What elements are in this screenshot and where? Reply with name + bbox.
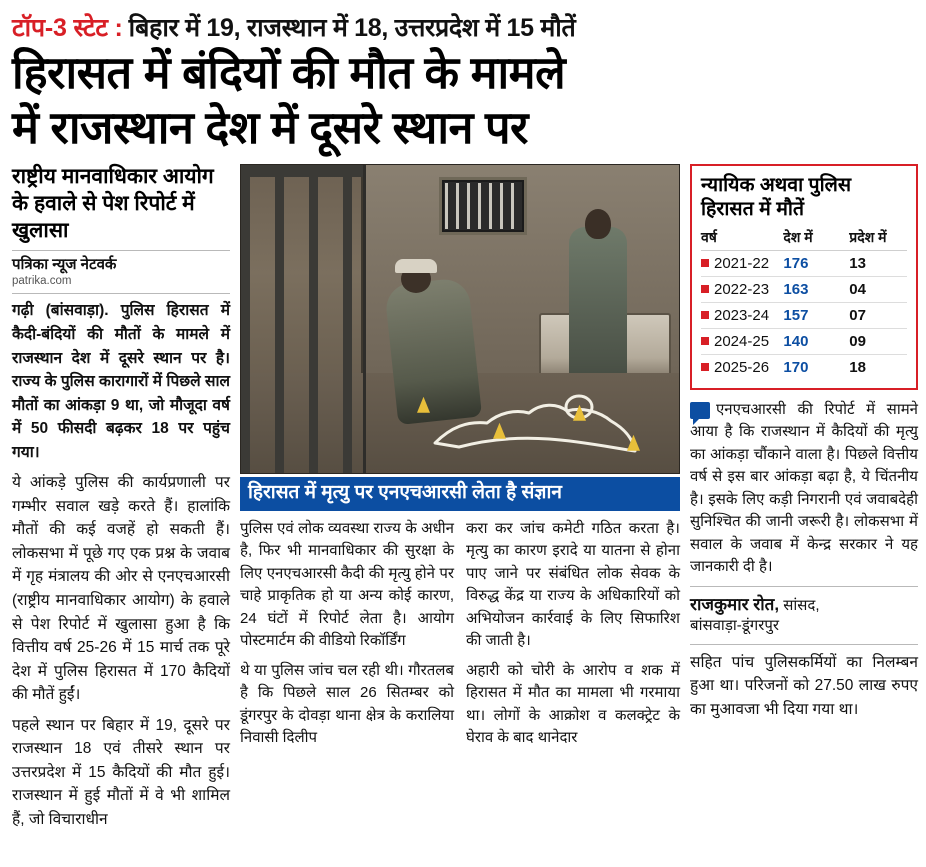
- headline-line-2: में राजस्थान देश में दूसरे स्थान पर: [12, 101, 528, 153]
- cell-state: 13: [849, 250, 907, 276]
- paragraph: पुलिस एवं लोक व्यवस्था राज्य के अधीन है, फिर भी मानवाधिकार की सुरक्षा के लिए एनएचआरसी कैदी की मृत्यु होने पर चाहे प्राकृतिक हो या अन्य कोई कारण, 24 घंटों में रिपोर्ट लेता है। आयोग पोस्टमार्टम की वीडियो रिकॉर्डिंग: [240, 519, 454, 650]
- article-subhead: राष्ट्रीय मानवाधिकार आयोग के हवाले से पेश रिपोर्ट में खुलासा: [12, 164, 214, 242]
- cell-state: 09: [849, 328, 907, 354]
- attrib-name: राजकुमार रोत,: [690, 594, 780, 614]
- middle-column-2: [466, 518, 680, 757]
- bullet-icon: [701, 311, 709, 319]
- kicker-label: टॉप-3 स्टेट :: [12, 14, 123, 42]
- table-row: [701, 250, 907, 276]
- column-header-country: देश में: [783, 226, 849, 251]
- bullet-icon: [701, 285, 709, 293]
- cell-country: 176: [783, 250, 849, 276]
- cell-country: 140: [783, 328, 849, 354]
- divider: [690, 644, 918, 645]
- kicker-line: [12, 10, 914, 44]
- middle-text-columns: [240, 518, 680, 757]
- photo-window: [439, 177, 527, 235]
- stats-box: [690, 164, 918, 390]
- paragraph: अहारी को चोरी के आरोप व शक में हिरासत में मौत का मामला भी गरमाया था। लोगों के आक्रोश व कलक्ट्रेट के घेराव के बाद थानेदार: [466, 661, 680, 747]
- table-row: [701, 276, 907, 302]
- cell-state: 18: [849, 358, 866, 376]
- paragraph: पहले स्थान पर बिहार में 19, दूसरे पर राजस्थान 18 एवं तीसरे स्थान पर उत्तरप्रदेश में 15 कैदियों की मौत हुई। राजस्थान में हुई मौतों में वे भी शामिल हैं, जो विचाराधीन: [12, 716, 230, 828]
- cell-state: 04: [849, 276, 907, 302]
- stats-box-title: न्यायिक अथवा पुलिस हिरासत में मौतें: [701, 173, 852, 221]
- photo-caption: हिरासत में मृत्यु पर एनएचआरसी लेता है संज्ञान: [240, 477, 680, 511]
- headline-line-1: हिरासत में बंदियों की मौत के मामले: [12, 47, 566, 98]
- quote-bubble-icon: [690, 402, 710, 419]
- bullet-icon: [701, 337, 709, 345]
- middle-column-1: [240, 518, 454, 757]
- page-headline: [12, 46, 914, 156]
- divider: [12, 250, 230, 251]
- attrib-place: बांसवाड़ा-डूंगरपुर: [690, 617, 779, 635]
- photo-body-outline: [429, 381, 639, 455]
- column-header-state: प्रदेश में: [849, 226, 907, 251]
- column-left: [12, 164, 230, 839]
- byline-site: patrika.com: [12, 275, 72, 288]
- table-row: [701, 354, 907, 380]
- news-photo: [240, 164, 680, 474]
- cell-country: 163: [783, 276, 849, 302]
- paragraph: करा कर जांच कमेटी गठित करता है। मृत्यु का कारण इरादे या यातना से होना पाए जाने पर संबंधित लोक सेवक के विरुद्ध केंद्र या राज्य के अधिकारियों को अभियोजन कार्रवाई के लिए सिफारिश की जाती है।: [466, 519, 680, 650]
- divider: [12, 293, 230, 294]
- quote-attribution: [690, 594, 918, 637]
- paragraph: ये आंकड़े पुलिस की कार्यप्रणाली पर गम्भीर सवाल खड़े करते हैं। हालांकि मौतों की कई वजहें हो सकती हैं। लोकसभा में पूछे गए एक प्रश्न के जवाब में गृह मंत्रालय की ओर से एनएचआरसी (राष्ट्रीय मानवाधिकार आयोग) के हवाले से पेश रिपोर्ट में खुलासा हुआ है कि वित्तीय वर्ष 25-26 में 15 मार्च तक पूरे देश में पुलिस हिरासत में 170 कैदियों की मौतें हुईं।: [12, 474, 230, 704]
- custody-deaths-table: [701, 226, 907, 380]
- column-right: [690, 164, 918, 729]
- column-middle: [240, 164, 680, 757]
- photo-standing-officer-head: [585, 209, 611, 239]
- table-header-row: [701, 226, 907, 251]
- quote-block: [690, 399, 918, 579]
- byline: पत्रिका न्यूज नेटवर्क: [12, 256, 117, 274]
- divider: [690, 586, 918, 587]
- cell-year: 2024-25: [714, 332, 770, 350]
- quote-text: एनएचआरसी की रिपोर्ट में सामने आया है कि राजस्थान में कैदियों की मृत्यु का आंकड़ा चौंकाने वाला है। पिछले वित्तीय वर्ष से इस बार आंकड़ा बढ़ा है, ये चिंतनीय है। इसके लिए कड़ी निगरानी एवं जवाबदेही सुनिश्चित की जानी जरूरी है। लोकसभा में सवाल के जवाब में केन्द्र सरकार ने यह जानकारी दी है।: [690, 400, 918, 576]
- cell-state: 07: [849, 302, 907, 328]
- cell-year: 2025-26: [714, 358, 770, 376]
- column-header-year: वर्ष: [701, 226, 783, 251]
- paragraph: सहित पांच पुलिसकर्मियों का निलम्बन हुआ था। परिजनों को 27.50 लाख रुपए का मुआवजा भी दिया गया था।: [690, 653, 918, 718]
- table-row: [701, 302, 907, 328]
- table-row: [701, 328, 907, 354]
- bullet-icon: [701, 259, 709, 267]
- kicker-text: बिहार में 19, राजस्थान में 18, उत्तरप्रदेश में 15 मौतें: [128, 14, 576, 42]
- cell-country: 157: [783, 302, 849, 328]
- article-columns: [12, 164, 918, 839]
- photo-officer-cap: [395, 259, 437, 273]
- left-body: [12, 299, 230, 831]
- attrib-role: सांसद,: [783, 596, 820, 614]
- paragraph: गढ़ी (बांसवाड़ा). पुलिस हिरासत में कैदी-बंदियों की मौतों के मामले में राजस्थान देश में दूसरे स्थान पर है। राज्य के पुलिस कारागारों में पिछले साल मौतों का आंकड़ा 9 था, जो मौजूदा वर्ष में 50 फीसदी बढ़कर 18 पर पहुंच गया।: [12, 302, 230, 461]
- right-tail-text: [690, 651, 918, 722]
- photo-cell-bars: [241, 165, 366, 474]
- photo-cell-bars-top: [241, 165, 363, 177]
- paragraph: थे या पुलिस जांच चल रही थी। गौरतलब है कि पिछले साल 26 सितम्बर को डूंगरपुर के दोवड़ा थाना क्षेत्र के करालिया निवासी दिलीप: [240, 661, 454, 747]
- bullet-icon: [701, 363, 709, 371]
- cell-year: 2021-22: [714, 254, 770, 272]
- cell-country: 170: [783, 358, 809, 376]
- cell-year: 2022-23: [714, 280, 770, 298]
- cell-year: 2023-24: [714, 306, 770, 324]
